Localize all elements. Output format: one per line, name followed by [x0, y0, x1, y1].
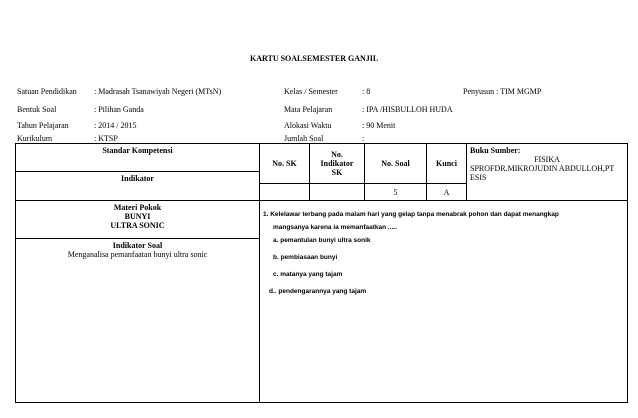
kurikulum-label: Kurikulum — [17, 134, 53, 143]
alokasi-value: : 90 Menit — [362, 121, 396, 130]
satuan-label: Satuan Pendidikan — [17, 87, 77, 96]
buku-sumber-cell: Buku Sumber: FISIKA SPROFDR.MIKROJUDIN ABDULLOH,PT ESIS — [467, 144, 628, 201]
option-d: d.. pendengarannya yang tajam — [269, 288, 367, 295]
jumlah-label: Jumlah Soal — [284, 134, 324, 143]
indikator-header: Indikator — [16, 172, 260, 201]
option-c: c. matanya yang tajam — [273, 271, 343, 278]
bentuk-value: : Pilihan Ganda — [94, 105, 144, 114]
kurikulum-value: : KTSP — [94, 134, 118, 143]
penyusun: Penyusun : TIM MGMP — [463, 87, 542, 96]
indikator-soal-label: Indikator Soal — [112, 241, 163, 250]
satuan-value: : Madrasah Tsanawiyah Negeri (MTsN) — [94, 87, 222, 96]
no-indikator-header: No. Indikator SK — [310, 144, 365, 184]
indikator-soal-cell — [16, 239, 260, 403]
kunci-header: Kunci — [427, 144, 467, 184]
no-soal-value: 5 — [365, 184, 427, 201]
mapel-label: Mata Pelajaran — [284, 105, 333, 114]
option-a: a. pemantulan bunyi ultra sonik — [273, 237, 371, 244]
alokasi-label: Alokasi Waktu — [284, 121, 332, 130]
option-b: b. pembiasaan bunyi — [273, 254, 338, 261]
kunci-value: A — [427, 184, 467, 201]
jumlah-value: : — [362, 134, 365, 143]
buku-sumber-label: Buku Sumber: — [470, 146, 521, 155]
bentuk-label: Bentuk Soal — [17, 105, 57, 114]
materi-pokok-cell: Materi Pokok BUNYI ULTRA SONIC — [16, 201, 260, 239]
indikator-soal-value: Menganalisa pemanfaatan bunyi ultra sonic — [67, 250, 208, 259]
standar-kompetensi-header: Standar Kompetensi — [16, 144, 260, 172]
no-soal-header: No. Soal — [365, 144, 427, 184]
kelas-label: Kelas / Semester — [284, 87, 338, 96]
question-cell — [260, 201, 628, 403]
question-text: 1. Kelelawar terbang pada malam hari yang gelap tanpa menabrak pohon dan dapat menangkap mangsanya karena ia memanfaatkan ..... a. pemantulan bunyi ultra sonik b. pembiasaan bunyi c. matanya yang tajam d.. pendengarannya yang tajam — [263, 203, 624, 295]
page-title: KARTU SOALSEMESTER GANJIL — [250, 54, 379, 63]
no-sk-value — [260, 184, 310, 201]
mapel-value: : IPA /HISBULLOH HUDA — [362, 105, 453, 114]
tahun-label: Tahun Pelajaran — [17, 121, 69, 130]
tahun-value: : 2014 / 2015 — [94, 121, 137, 130]
no-sk-header: No. SK — [260, 144, 310, 184]
question-card-table — [15, 143, 628, 403]
no-indikator-value — [310, 184, 365, 201]
kelas-value: : 8 — [362, 87, 371, 96]
